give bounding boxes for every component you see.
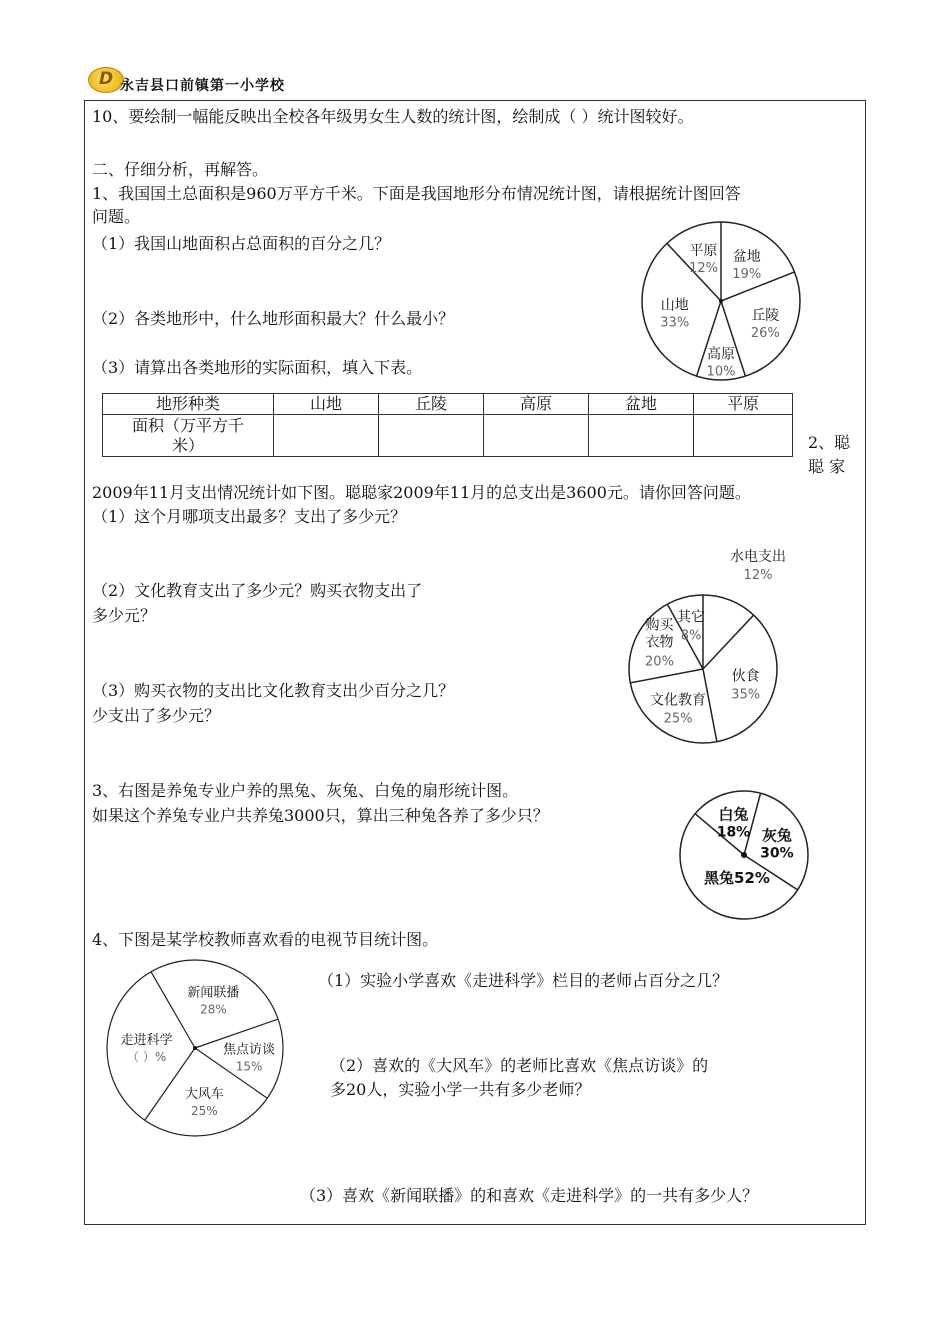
pie-slice-label: 新闻联播	[187, 985, 240, 1001]
pie-slice-label: 衣物	[645, 634, 674, 651]
table-header-cell: 高原	[484, 394, 589, 415]
pie-slice-value: 8%	[680, 628, 702, 644]
pie-slice-value: 25%	[191, 1103, 218, 1118]
pie-slice-label: 大风车	[184, 1086, 224, 1102]
table-header-cell: 平原	[694, 394, 793, 415]
pie-slice-value: 18%	[716, 824, 751, 841]
problem-4-q2-line1: （2）喜欢的《大风车》的老师比喜欢《焦点访谈》的	[330, 1056, 709, 1075]
terrain-area-table	[102, 393, 793, 457]
pie-slice-label: 平原	[689, 242, 718, 259]
pie-slice-value: 20%	[645, 654, 674, 670]
answer-cell[interactable]	[379, 415, 484, 457]
problem-2-intro: 2009年11月支出情况统计如下图。聪聪家2009年11月的总支出是3600元。请你回答问题。	[92, 483, 751, 502]
answer-cell[interactable]	[589, 415, 694, 457]
question-10: 10、要绘制一幅能反映出全校各年级男女生人数的统计图，绘制成（ ）统计图较好。	[92, 107, 694, 126]
pie-slice-value: 12%	[689, 260, 719, 276]
problem-4-q1: （1）实验小学喜欢《走进科学》栏目的老师占百分之几？	[318, 971, 729, 990]
pie-slice-label: 丘陵	[751, 307, 780, 324]
row-label-line2: 米）	[171, 435, 204, 455]
problem-1-q3: （3）请算出各类地形的实际面积，填入下表。	[92, 358, 423, 377]
table-header-cell: 盆地	[589, 394, 694, 415]
pie-center-dot	[193, 1046, 197, 1050]
row-label-line1: 面积（万平方千	[131, 415, 244, 435]
pie-slice-label: 白兔	[718, 805, 749, 824]
pie-slice-value: 25%	[663, 711, 693, 727]
expense-pie-chart	[615, 548, 790, 748]
table-row-label	[103, 415, 274, 457]
problem-4-intro: 4、下图是某学校教师喜欢看的电视节目统计图。	[92, 930, 439, 949]
problem-2-q2-line1: （2）文化教育支出了多少元？购买衣物支出了	[92, 581, 423, 600]
tv-program-pie-chart	[97, 958, 297, 1152]
pie-slice-label: 盆地	[732, 249, 761, 266]
problem-2-q2-line2: 多少元？	[92, 606, 157, 625]
problem-1-intro-line2: 问题。	[92, 207, 141, 226]
problem-2-label-a: 2、聪	[808, 433, 851, 452]
section-title: 二、仔细分析，再解答。	[92, 160, 269, 179]
table-header-cell: 丘陵	[379, 394, 484, 415]
problem-1-q2: （2）各类地形中，什么地形面积最大？什么最小？	[92, 309, 455, 328]
answer-cell[interactable]	[694, 415, 793, 457]
problem-1-q1: （1）我国山地面积占总面积的百分之几？	[92, 234, 391, 253]
problem-4-q2-line2: 多20人，实验小学一共有多少老师？	[330, 1080, 591, 1099]
answer-cell[interactable]	[274, 415, 379, 457]
answer-cell[interactable]	[484, 415, 589, 457]
pie-slice-value: 12%	[743, 568, 773, 583]
pie-slice-value: 10%	[706, 364, 736, 380]
terrain-pie-chart	[640, 217, 802, 385]
pie-slice-label: 其它	[677, 609, 706, 626]
pie-slice-value: 26%	[750, 325, 780, 341]
problem-2-label-b: 聪 家	[808, 457, 846, 476]
rabbit-pie-chart	[675, 784, 815, 924]
problem-2-q3-line2: 少支出了多少元？	[92, 706, 221, 725]
pie-slice-value: 19%	[732, 267, 762, 283]
problem-4-q3: （3）喜欢《新闻联播》的和喜欢《走进科学》的一共有多少人？	[300, 1186, 759, 1205]
pie-slice-label: 山地	[660, 297, 689, 314]
pie-slice-label: 水电支出	[730, 549, 786, 565]
pie-slice-value: （ ）%	[127, 1049, 167, 1064]
pie-slice-value: 35%	[731, 687, 761, 703]
pie-slice-label: 灰兔	[761, 826, 792, 845]
school-logo-icon: D	[88, 67, 124, 93]
problem-3-line2: 如果这个养兔专业户共养兔3000只，算出三种兔各养了多少只？	[92, 806, 549, 825]
problem-3-line1: 3、右图是养兔专业户养的黑兔、灰兔、白兔的扇形统计图。	[92, 781, 519, 800]
problem-2-q3-line1: （3）购买衣物的支出比文化教育支出少百分之几？	[92, 681, 455, 700]
school-name: 永吉县口前镇第一小学校	[120, 78, 285, 94]
table-area-row	[103, 415, 793, 457]
problem-2-q1: （1）这个月哪项支出最多？支出了多少元？	[92, 507, 407, 526]
pie-slice-label: 伙食	[731, 668, 760, 685]
pie-slice-value: 33%	[660, 315, 690, 331]
pie-slice-value: 28%	[200, 1002, 227, 1017]
pie-slice-value: 15%	[235, 1059, 263, 1074]
pie-slice-label: 高原	[707, 346, 735, 363]
problem-1-intro-line1: 1、我国国土总面积是960万平方千米。下面是我国地形分布情况统计图，请根据统计图回答	[92, 184, 741, 203]
pie-center-dot	[719, 299, 723, 303]
pie-center-dot	[741, 852, 747, 858]
pie-slice-label: 走进科学	[120, 1032, 173, 1048]
pie-slice-label: 文化教育	[650, 692, 707, 709]
pie-slice-label: 黑兔52%	[704, 869, 770, 887]
table-header-cell: 地形种类	[103, 394, 274, 415]
table-header-row	[103, 394, 793, 415]
table-header-cell: 山地	[274, 394, 379, 415]
pie-slice-value: 30%	[760, 845, 794, 862]
pie-slice-label: 购买	[645, 617, 674, 634]
pie-slice-label: 焦点访谈	[223, 1042, 276, 1058]
